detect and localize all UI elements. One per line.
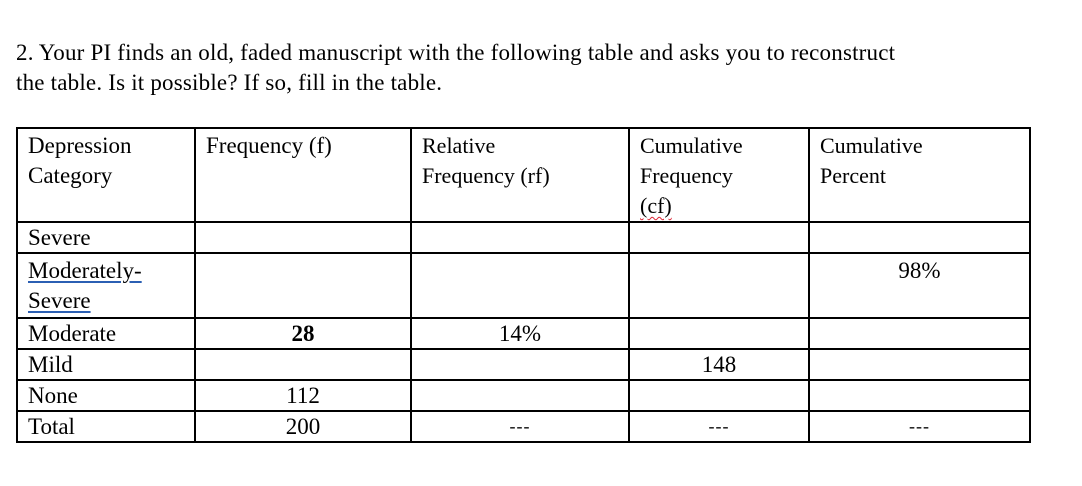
- header-cumulative-frequency: [629, 128, 809, 222]
- cell-frequency[interactable]: [195, 349, 411, 380]
- header-cf-line1: Cumulative: [640, 133, 743, 158]
- cell-category: [17, 253, 195, 318]
- cell-category: Moderate: [17, 318, 195, 349]
- cell-cumulative-percent[interactable]: [809, 318, 1030, 349]
- cell-relative[interactable]: [411, 349, 629, 380]
- table-row: [17, 380, 1030, 411]
- header-relative-frequency: [411, 128, 629, 222]
- category-line1: Moderately-: [28, 258, 142, 283]
- category-line2: Severe: [28, 288, 91, 313]
- cell-relative[interactable]: [411, 253, 629, 318]
- cell-frequency[interactable]: [195, 253, 411, 318]
- cell-cumulative-percent: ---: [809, 411, 1030, 442]
- cell-relative: ---: [411, 411, 629, 442]
- header-relative-line1: Relative: [422, 133, 496, 158]
- cell-frequency[interactable]: 200: [195, 411, 411, 442]
- cell-relative[interactable]: [411, 222, 629, 253]
- cell-category: Total: [17, 411, 195, 442]
- cell-relative[interactable]: 14%: [411, 318, 629, 349]
- header-category-line1: Depression: [28, 133, 132, 158]
- table-row: [17, 253, 1030, 318]
- question-line-1: 2. Your PI finds an old, faded manuscript with the following table and asks you to reconstruct: [16, 40, 896, 65]
- cell-cumulative-frequency[interactable]: [629, 318, 809, 349]
- header-depression-category: [17, 128, 195, 222]
- frequency-table: [16, 127, 1031, 443]
- cell-relative[interactable]: [411, 380, 629, 411]
- header-frequency: [195, 128, 411, 222]
- cell-cumulative-frequency[interactable]: [629, 253, 809, 318]
- table-row: [17, 222, 1030, 253]
- cell-cumulative-frequency[interactable]: [629, 380, 809, 411]
- table-header-row: [17, 128, 1030, 222]
- cell-frequency[interactable]: [195, 222, 411, 253]
- header-cf-line2: Frequency: [640, 163, 733, 188]
- header-category-line2: Category: [28, 163, 113, 188]
- header-frequency-label: Frequency (f): [206, 133, 332, 158]
- cell-cumulative-frequency[interactable]: 148: [629, 349, 809, 380]
- header-cf-abbrev: (cf): [640, 193, 672, 218]
- cell-cumulative-percent[interactable]: [809, 222, 1030, 253]
- cell-frequency[interactable]: 28: [195, 318, 411, 349]
- header-cp-line1: Cumulative: [820, 133, 923, 158]
- header-cp-line2: Percent: [820, 163, 886, 188]
- cell-cumulative-percent[interactable]: 98%: [809, 253, 1030, 318]
- cell-category: None: [17, 380, 195, 411]
- table-row: [17, 318, 1030, 349]
- header-relative-line2: Frequency (rf): [422, 163, 550, 188]
- cell-frequency[interactable]: 112: [195, 380, 411, 411]
- cell-category: Severe: [17, 222, 195, 253]
- question-text: [16, 38, 1056, 98]
- cell-cumulative-percent[interactable]: [809, 380, 1030, 411]
- cell-cumulative-frequency: ---: [629, 411, 809, 442]
- question-line-2: the table. Is it possible? If so, fill in the table.: [16, 70, 443, 95]
- cell-cumulative-frequency[interactable]: [629, 222, 809, 253]
- header-cumulative-percent: [809, 128, 1030, 222]
- table-row: [17, 349, 1030, 380]
- cell-category: Mild: [17, 349, 195, 380]
- header-cf-line3: [640, 191, 808, 221]
- cell-cumulative-percent[interactable]: [809, 349, 1030, 380]
- table-row-total: [17, 411, 1030, 442]
